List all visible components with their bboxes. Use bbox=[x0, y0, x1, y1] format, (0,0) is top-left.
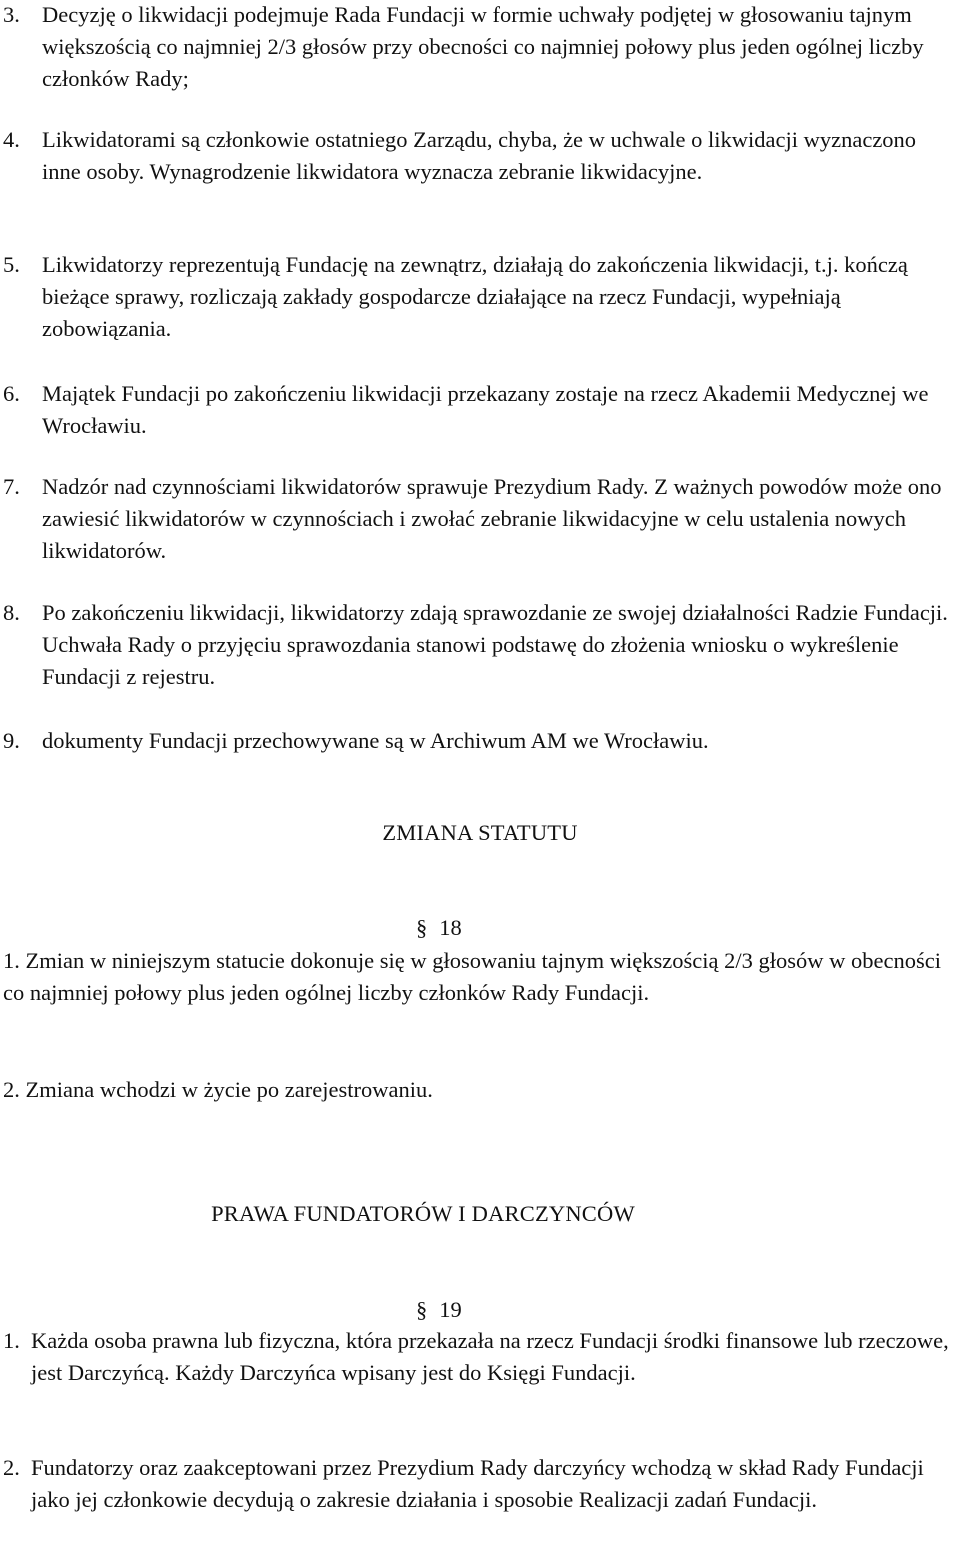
item-text: Likwidatorzy reprezentują Fundację na zewnątrz, działają do zakończenia likwidacji, t.j. kończą bieżące sprawy, rozliczają zakłady gospodarcze działające na rzecz Fundacji, wypełniają zobowiązania. bbox=[42, 252, 908, 341]
item-number: 6. bbox=[3, 381, 20, 406]
item-text: Fundatorzy oraz zaakceptowani przez Prezydium Rady darczyńcy wchodzą w skład Rady Fundacji jako jej członkowie decydują o zakresie działania i sposobie Realizacji zadań Fundacji. bbox=[31, 1455, 924, 1512]
zmiana-paragraph-1: 1. Zmian w niniejszym statucie dokonuje się w głosowaniu tajnym większością 2/3 głosów w obecności co najmniej połowy plus jeden ogólnej liczby członków Rady Fundacji. bbox=[3, 948, 941, 1005]
item-number: 2. bbox=[3, 1455, 20, 1480]
item-number: 8. bbox=[3, 600, 20, 625]
list-item-7 bbox=[3, 471, 950, 567]
section-number: 19 bbox=[439, 1297, 462, 1322]
item-text: dokumenty Fundacji przechowywane są w Archiwum AM we Wrocławiu. bbox=[42, 728, 709, 753]
item-text: Decyzję o likwidacji podejmuje Rada Fundacji w formie uchwały podjętej w głosowaniu tajnym większością co najmniej 2/3 głosów przy obecności co najmniej połowy plus jeden ogólnej liczby członków Rady; bbox=[42, 2, 924, 91]
prawa-item-2 bbox=[3, 1452, 950, 1516]
section-number: 18 bbox=[439, 915, 462, 940]
item-number: 4. bbox=[3, 127, 20, 152]
section-symbol: § bbox=[416, 915, 428, 940]
item-number: 1. bbox=[3, 1328, 20, 1353]
prawa-item-1 bbox=[3, 1325, 950, 1389]
item-text: Likwidatorami są członkowie ostatniego Zarządu, chyba, że w uchwale o likwidacji wyznaczono inne osoby. Wynagrodzenie likwidatora wyznacza zebranie likwidacyjne. bbox=[42, 127, 917, 184]
list-item-6 bbox=[3, 378, 950, 442]
list-item-9 bbox=[3, 725, 950, 757]
zmiana-paragraph-2: 2. Zmiana wchodzi w życie po zarejestrowaniu. bbox=[3, 1077, 433, 1102]
list-item-8 bbox=[3, 597, 950, 693]
section-symbol: § bbox=[416, 1297, 428, 1322]
section-heading-prawa-fundatorow: PRAWA FUNDATORÓW I DARCZYNCÓW bbox=[211, 1201, 635, 1226]
item-text: Każda osoba prawna lub fizyczna, która przekazała na rzecz Fundacji środki finansowe lub rzeczowe, jest Darczyńcą. Każdy Darczyńca wpisany jest do Księgi Fundacji. bbox=[31, 1328, 949, 1385]
item-number: 9. bbox=[3, 728, 20, 753]
list-item-4 bbox=[3, 124, 950, 188]
section-number-19 bbox=[416, 1294, 462, 1326]
section-number-18 bbox=[416, 912, 462, 944]
section-heading-zmiana-statutu: ZMIANA STATUTU bbox=[382, 820, 578, 845]
list-item-5 bbox=[3, 249, 950, 345]
list-item-3 bbox=[3, 0, 950, 95]
item-number: 3. bbox=[3, 2, 20, 27]
item-text: Majątek Fundacji po zakończeniu likwidacji przekazany zostaje na rzecz Akademii Medycznej we Wrocławiu. bbox=[42, 381, 929, 438]
item-number: 7. bbox=[3, 474, 20, 499]
item-number: 5. bbox=[3, 252, 20, 277]
item-text: Nadzór nad czynnościami likwidatorów sprawuje Prezydium Rady. Z ważnych powodów może ono zawiesić likwidatorów w czynnościach i zwołać zebranie likwidacyjne w celu ustalenia nowych likwidatorów. bbox=[42, 474, 942, 563]
item-text: Po zakończeniu likwidacji, likwidatorzy zdają sprawozdanie ze swojej działalności Radzie Fundacji. Uchwała Rady o przyjęciu sprawozdania stanowi podstawę do złożenia wniosku o wykreślenie Fundacji z rejestru. bbox=[42, 600, 948, 689]
